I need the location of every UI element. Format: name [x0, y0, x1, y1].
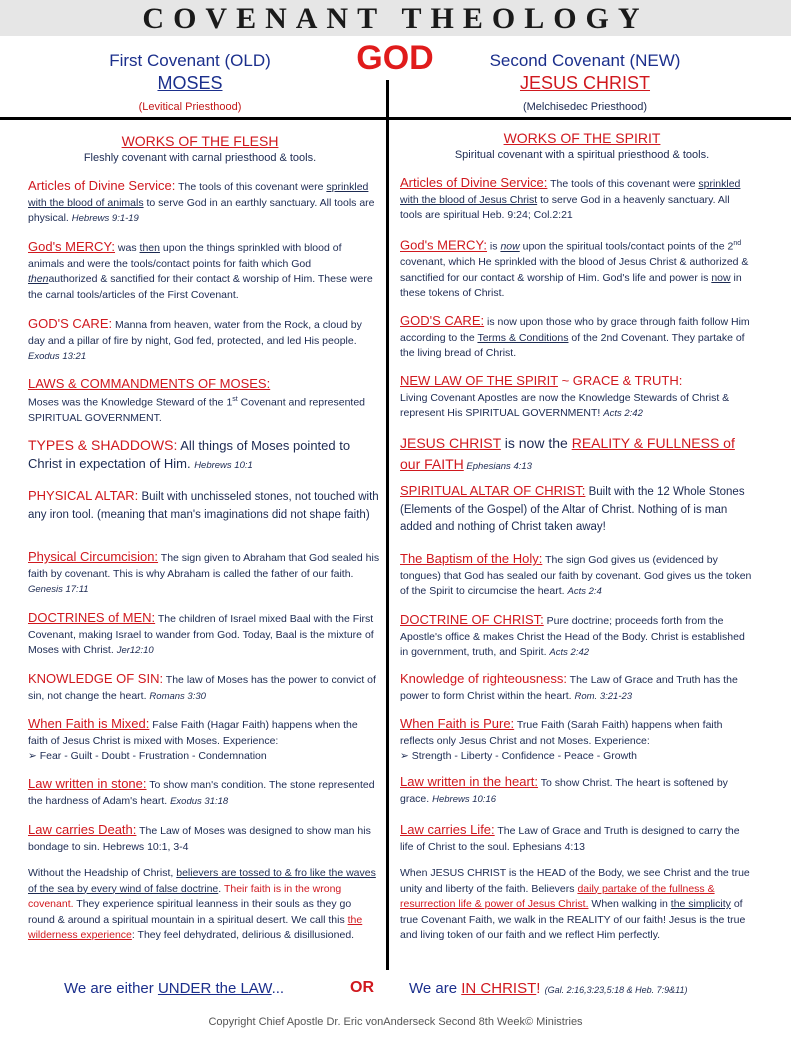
section-heading: LAWS & COMMANDMENTS OF MOSES: [28, 376, 271, 391]
under-law-line [64, 979, 284, 999]
right-subheader [402, 130, 762, 164]
god-heading: GOD [356, 39, 434, 77]
section-heading: REALITY & FULLNESS of our FAITH [400, 435, 735, 472]
scripture-ref: Romans 3:30 [149, 690, 206, 702]
left-section-altar [28, 487, 380, 524]
section-heading: Articles of Divine Service: [400, 175, 548, 190]
section-text: covenant, which He sprinkled with the blood of Jesus Christ & authorized & sanctified for our contact & worship of Him. God's life and power is [400, 256, 749, 284]
left-section-laws [28, 376, 380, 426]
section-heading: GOD'S CARE: [28, 316, 113, 331]
bottom-text: ! [536, 980, 541, 997]
page-title: COVENANT THEOLOGY [142, 2, 649, 35]
section-text: Living Covenant Apostles are now the Knowledge Stewards of Christ & represent His SPIRITUAL GOVERNMENT! [400, 391, 730, 419]
section-text: : They feel dehydrated, delirious & disillusioned. [131, 929, 355, 941]
right-section-doctrine [400, 612, 752, 661]
right-column-header [420, 50, 750, 118]
in-christ-line [409, 979, 688, 1000]
section-heading: Knowledge of righteousness: [400, 671, 567, 686]
section-heading: NEW LAW OF THE SPIRIT [400, 373, 558, 388]
second-covenant-label: Second Covenant (NEW) [489, 51, 681, 70]
scripture-ref: Hebrews 9:1-19 [71, 213, 139, 224]
section-text: False Faith (Hagar Faith) happens when the faith of Jesus Christ is mixed with Moses. Experience: [28, 719, 358, 747]
section-text: To show man's condition. The stone represented the hardness of Adam's heart. [28, 779, 375, 807]
right-section-pure [400, 716, 752, 765]
copyright: Copyright Chief Apostle Dr. Eric vonAnderseck Second 8th Week© Ministries [208, 1016, 583, 1028]
first-covenant-label: First Covenant (OLD) [109, 51, 271, 70]
section-heading: Law written in stone: [28, 776, 147, 791]
section-heading: Law carries Life: [400, 822, 495, 837]
scripture-ref: Genesis 17:11 [28, 584, 89, 595]
section-text: The Law of Moses was designed to show man his bondage to sin. Hebrews 10:1, 3-4 [28, 825, 371, 853]
scripture-ref: Exodus 13:21 [28, 351, 87, 362]
works-spirit-desc: Spiritual covenant with a spiritual priesthood & tools. [454, 149, 710, 161]
section-text: When walking in [588, 898, 671, 910]
right-section-life [400, 822, 752, 855]
or-label: OR [350, 979, 374, 996]
under-law-emphasis: UNDER the LAW [157, 980, 272, 997]
section-text: The tools of this covenant were [175, 181, 327, 193]
left-section-stone [28, 776, 380, 809]
section-underlined: the simplicity [670, 898, 731, 910]
section-underlined: sprinkled with the blood of animals [28, 181, 369, 209]
section-text: They experience spiritual leanness in their souls as they go round & around a spiritual mountain in a spiritual desert. We call this [28, 898, 352, 926]
section-text: All things of Moses pointed to Christ in expectation of Him. [28, 438, 351, 471]
section-red-text: daily partake of the fullness & resurrection life & power of Jesus Christ. [400, 882, 715, 910]
section-text: The sign given to Abraham that God sealed his faith by covenant. This is why Abraham is called the father of our faith. [28, 552, 380, 580]
scripture-ref: Acts 2:42 [549, 647, 590, 658]
left-section-articles [28, 178, 380, 227]
section-text: The law of Moses has the power to convict of sin, not change the heart. [28, 674, 376, 702]
section-text: was [115, 242, 140, 254]
section-underlined: now [711, 271, 731, 284]
section-heading: Law written in the heart: [400, 774, 539, 789]
section-text: Covenant and represented SPIRITUAL GOVERNMENT. [28, 396, 366, 424]
bottom-text: We are [409, 980, 462, 997]
section-heading-cont: ~ GRACE & TRUTH: [557, 373, 683, 388]
superscript: nd [733, 240, 742, 247]
section-underlined: now [500, 240, 520, 253]
section-heading: TYPES & SHADDOWS: [28, 437, 178, 453]
bottom-text: ... [271, 980, 285, 997]
section-text: to serve God in a heavenly sanctuary. All tools are spiritual Heb. 9:24; Col.2:21 [400, 193, 730, 221]
section-text: to serve God in an earthly sanctuary. All tools are physical. [28, 196, 375, 224]
section-text: The sign God gives us (evidenced by tongues) that God has sealed our faith by covenant. God gives us the token of the Spirit to circumcise the heart. [400, 554, 752, 597]
section-heading: Law carries Death: [28, 822, 137, 837]
works-flesh-heading: WORKS OF THE FLESH [121, 133, 279, 149]
section-text: The Law of Grace and Truth is designed to carry the life of Christ to the soul. Ephesians 4:13 [400, 825, 740, 853]
right-section-mercy [400, 236, 752, 302]
moses-label: MOSES [157, 73, 223, 93]
section-heading: PHYSICAL ALTAR: [28, 488, 139, 503]
right-section-righteousness [400, 671, 752, 704]
scripture-ref: Rom. 3:21-23 [574, 690, 633, 702]
section-underlined: then [139, 242, 160, 254]
section-underlined: believers are tossed to & fro like the waves of the sea by every wind of false doctrine [28, 867, 376, 895]
scripture-ref: Ephesians 4:13 [463, 461, 532, 472]
jesus-christ-label: JESUS CHRIST [519, 73, 651, 93]
section-heading: The Baptism of the Holy: [400, 551, 543, 566]
section-heading: GOD'S CARE: [400, 313, 485, 328]
right-section-reality [400, 434, 752, 476]
section-text: authorized & sanctified for their contact & worship of Him. These were the carnal tools/articles of the First Covenant. [28, 273, 373, 301]
section-red-text: Their faith is in the wrong covenant. [28, 882, 342, 910]
levitical-label: (Levitical Priesthood) [138, 101, 242, 113]
section-text: True Faith (Sarah Faith) happens when faith reflects only Jesus Christ and not Moses. Experience: [400, 719, 723, 747]
left-section-circumcision [28, 549, 380, 598]
experience-list: ➢ Strength - Liberty - Confidence - Peace - Growth [400, 750, 637, 762]
scripture-ref: Hebrews 10:16 [432, 793, 497, 805]
section-heading: DOCTRINES of MEN: [28, 610, 156, 625]
right-section-altar [400, 482, 752, 537]
section-text: The tools of this covenant were [547, 178, 699, 190]
experience-list: ➢ Fear - Guilt - Doubt - Frustration - Condemnation [28, 750, 267, 762]
right-section-baptism [400, 551, 752, 600]
section-heading: SPIRITUAL ALTAR OF CHRIST: [400, 483, 586, 498]
right-section-head [400, 866, 752, 944]
superscript: st [232, 395, 238, 403]
section-text: Without the Headship of Christ, [28, 867, 177, 879]
melchisedec-label: (Melchisedec Priesthood) [522, 101, 648, 113]
section-text: of true Covenant Faith, we walk in the REALITY of our faith! Jesus is the true and living token of our faith and we reflect Him perfectly. [400, 898, 746, 941]
section-heading: DOCTRINE OF CHRIST: [400, 612, 544, 627]
scripture-ref: Hebrews 10:1 [194, 459, 253, 471]
section-text: When JESUS CHRIST is the HEAD of the Body, we see Christ and the true unity and liberty of the faith. Believers [400, 867, 750, 895]
section-text: is [487, 240, 501, 253]
section-text: . [218, 882, 224, 895]
section-heading: God's MERCY: [400, 237, 488, 253]
in-christ-emphasis: IN CHRIST [461, 980, 537, 997]
section-underlined: then [28, 273, 49, 285]
section-heading: When Faith is Mixed: [28, 716, 150, 731]
works-spirit-heading: WORKS OF THE SPIRIT [503, 130, 661, 146]
section-underlined: Terms & Conditions [477, 331, 569, 344]
section-underlined: sprinkled with the blood of Jesus Christ [400, 178, 741, 206]
left-section-types [28, 438, 380, 473]
section-text: in these tokens of Christ. [400, 271, 742, 299]
left-section-mercy [28, 239, 380, 303]
section-heading: JESUS CHRIST [400, 435, 501, 451]
section-text: The children of Israel mixed Baal with the First Covenant, making Israel to wander from God. Today, Baal is the mixture of Moses with Christ. [28, 613, 374, 656]
section-heading: When Faith is Pure: [400, 716, 515, 731]
left-section-sin [28, 671, 380, 704]
left-section-mixed [28, 716, 380, 765]
left-column-header [25, 50, 355, 118]
section-heading: Articles of Divine Service: [28, 178, 176, 193]
right-section-articles [400, 175, 752, 224]
scripture-ref: Jer12:10 [116, 645, 154, 656]
left-subheader [20, 133, 380, 167]
scripture-ref: Acts 2:4 [567, 586, 602, 597]
bottom-text: We are either [64, 980, 158, 997]
section-heading: Physical Circumcision: [28, 549, 159, 564]
section-text: Moses was the Knowledge Steward of the 1 [28, 396, 233, 408]
right-section-care [400, 313, 752, 362]
section-text: is now the [500, 435, 572, 451]
section-text: Built with unchisseled stones, not touched with any iron tool. (meaning that man's imaginations did not shape faith) [28, 491, 379, 521]
left-section-headship [28, 866, 380, 944]
vertical-divider [386, 80, 389, 970]
scripture-ref: (Gal. 2:16,3:23,5:18 & Heb. 7:9&11) [544, 985, 688, 995]
section-text: upon the spiritual tools/contact points of the 2 [519, 240, 734, 253]
right-section-heart [400, 774, 752, 807]
section-heading: God's MERCY: [28, 239, 116, 254]
section-text: Manna from heaven, water from the Rock, a cloud by day and a pillar of fire by night, God fed, protected, and led His people. [28, 319, 362, 347]
scripture-ref: Exodus 31:18 [170, 795, 229, 807]
scripture-ref: Acts 2:42 [603, 408, 643, 419]
section-text: The Law of Grace and Truth has the power to form Christ within the heart. [400, 674, 738, 702]
section-text: of the 2nd Covenant. They partake of the living bread of Christ. [400, 331, 745, 359]
left-section-doctrines [28, 610, 380, 659]
section-text: To show Christ. The heart is softened by grace. [400, 777, 728, 805]
section-heading: KNOWLEDGE OF SIN: [28, 671, 164, 686]
works-flesh-desc: Fleshly covenant with carnal priesthood & tools. [83, 152, 317, 164]
section-text: Built with the 12 Whole Stones (Elements of the Gospel) of the Altar of Christ. Nothing of is man added and nothing of Christ taken away! [400, 486, 745, 533]
section-text: upon the things sprinkled with blood of animals and were the tools/contact points for faith which God [28, 242, 342, 270]
right-section-new-law [400, 373, 752, 422]
left-section-death [28, 822, 380, 855]
section-text: Pure doctrine; proceeds forth from the Apostle's office & makes Christ the Head of the Body. Christ is established in government, truth, and Spirit. [400, 615, 745, 658]
section-underlined: the wilderness experience [28, 913, 363, 941]
left-section-care [28, 316, 380, 365]
section-text: is now upon those who by grace through faith follow Him according to the [400, 316, 750, 344]
